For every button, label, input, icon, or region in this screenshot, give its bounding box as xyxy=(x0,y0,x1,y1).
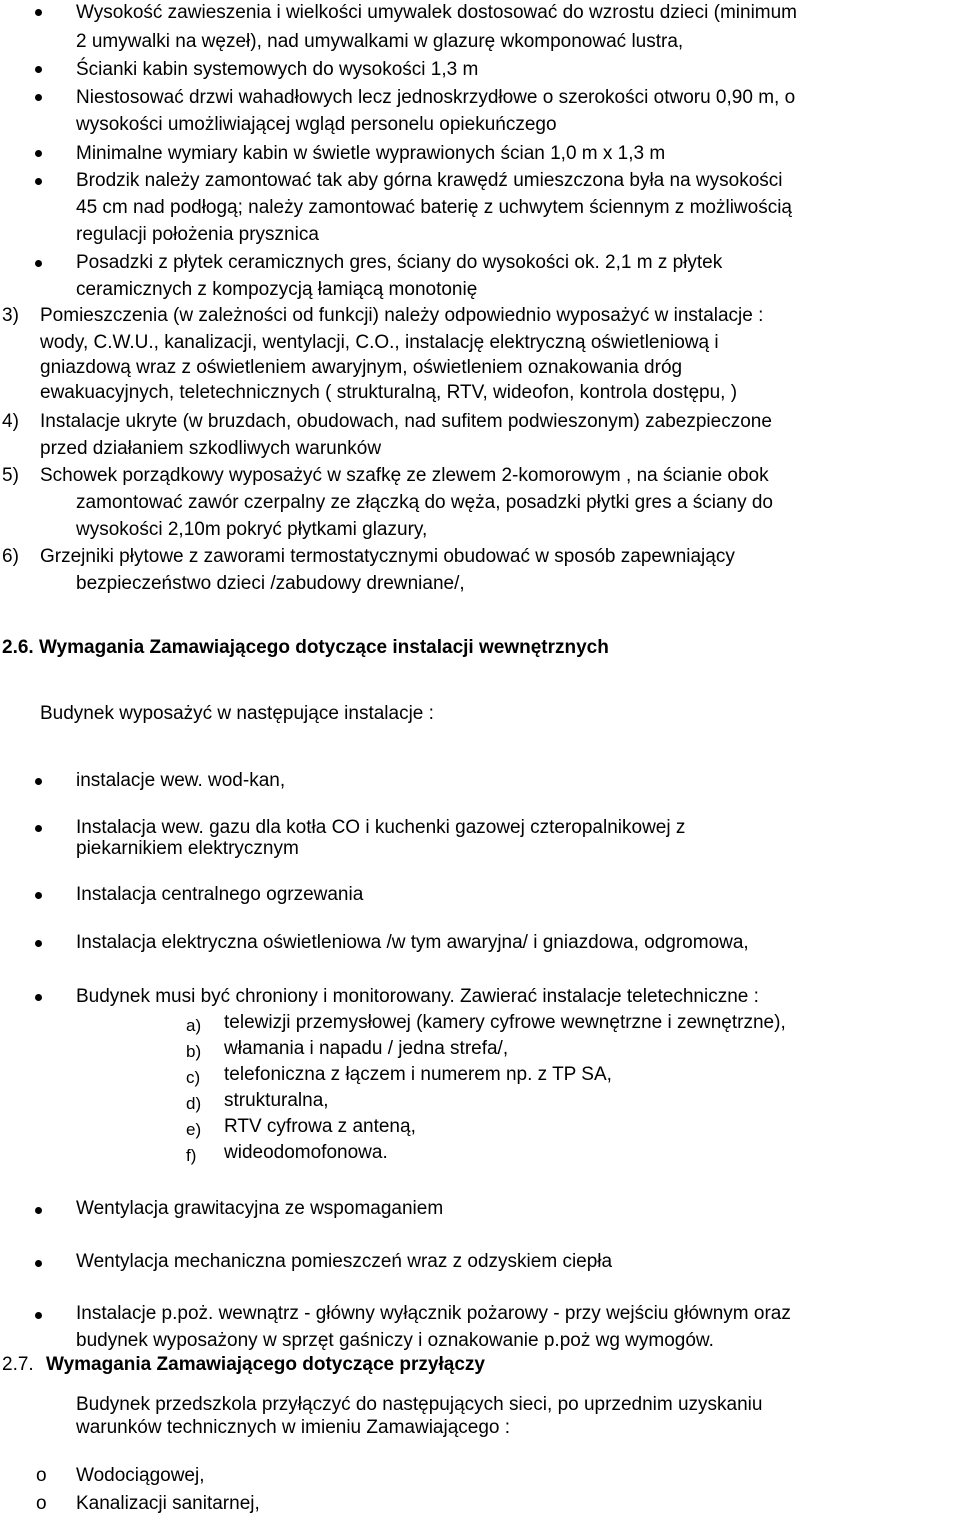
list-item-line: wody, C.W.U., kanalizacji, wentylacji, C.O., instalację elektryczną oświetleniową i xyxy=(40,332,719,353)
list-item-line: regulacji położenia prysznica xyxy=(76,224,319,245)
list-item-line: Kanalizacji sanitarnej, xyxy=(76,1493,260,1514)
circle-bullet-icon: o xyxy=(36,1493,47,1514)
list-item-line: wysokości 2,10m pokryć płytkami glazury, xyxy=(76,519,428,540)
sub-item-letter: a) xyxy=(186,1016,202,1035)
bullet-icon xyxy=(35,892,42,899)
list-number: 3) xyxy=(2,305,19,326)
list-item-line: Schowek porządkowy wyposażyć w szafkę ze zlewem 2-komorowym , na ścianie obok xyxy=(40,465,769,486)
list-item-line: ewakuacyjnych, teletechnicznych ( strukturalną, RTV, wideofon, kontrola dostępu, ) xyxy=(40,382,738,403)
bullet-icon xyxy=(35,66,42,73)
list-item-line: Instalacja wew. gazu dla kotła CO i kuchenki gazowej czteropalnikowej z xyxy=(76,817,686,838)
bullet-icon xyxy=(35,178,42,185)
list-item-line: Pomieszczenia (w zależności od funkcji) należy odpowiednio wyposażyć w instalacje : xyxy=(40,305,764,326)
section-intro: warunków technicznych w imieniu Zamawiającego : xyxy=(76,1417,511,1438)
list-item-line: Instalacja elektryczna oświetleniowa /w tym awaryjna/ i gniazdowa, odgromowa, xyxy=(76,932,749,953)
section-heading: 2.6. Wymagania Zamawiającego dotyczące instalacji wewnętrznych xyxy=(2,637,609,658)
bullet-icon xyxy=(35,94,42,101)
sub-item-text: strukturalna, xyxy=(224,1090,329,1111)
list-item-line: instalacje wew. wod-kan, xyxy=(76,770,286,791)
bullet-icon xyxy=(35,778,42,785)
list-item-line: Wentylacja grawitacyjna ze wspomaganiem xyxy=(76,1198,444,1219)
list-item-line: Budynek musi być chroniony i monitorowany. Zawierać instalacje teletechniczne : xyxy=(76,986,759,1007)
list-item-line: Wysokość zawieszenia i wielkości umywalek dostosować do wzrostu dzieci (minimum xyxy=(76,2,798,23)
list-item-line: Instalacja centralnego ogrzewania xyxy=(76,884,364,905)
sub-item-text: włamania i napadu / jedna strefa/, xyxy=(224,1038,509,1059)
list-item-line: 45 cm nad podłogą; należy zamontować baterię z uchwytem ściennym z możliwością xyxy=(76,197,792,218)
list-item-line: Ścianki kabin systemowych do wysokości 1,3 m xyxy=(76,59,479,80)
sub-item-text: telewizji przemysłowej (kamery cyfrowe wewnętrzne i zewnętrzne), xyxy=(224,1012,786,1033)
bullet-icon xyxy=(35,994,42,1001)
sub-item-text: wideodomofonowa. xyxy=(224,1142,388,1163)
bullet-icon xyxy=(35,940,42,947)
list-number: 5) xyxy=(2,465,19,486)
list-item-line: Instalacje p.poż. wewnątrz - główny wyłącznik pożarowy - przy wejściu głównym oraz xyxy=(76,1303,791,1324)
list-number: 4) xyxy=(2,411,19,432)
sub-item-letter: f) xyxy=(186,1146,197,1165)
bullet-icon xyxy=(35,260,42,267)
sub-item-letter: c) xyxy=(186,1068,201,1087)
bullet-icon xyxy=(35,825,42,832)
list-item-line: 2 umywalki na węzeł), nad umywalkami w glazurę wkomponować lustra, xyxy=(76,31,684,52)
list-item-line: Minimalne wymiary kabin w świetle wyprawionych ścian 1,0 m x 1,3 m xyxy=(76,143,666,164)
circle-bullet-icon: o xyxy=(36,1465,47,1486)
sub-item-letter: b) xyxy=(186,1042,202,1061)
list-item-line: budynek wyposażony w sprzęt gaśniczy i oznakowanie p.poż wg wymogów. xyxy=(76,1330,714,1351)
list-number: 6) xyxy=(2,546,19,567)
sub-item-text: telefoniczna z łączem i numerem np. z TP SA, xyxy=(224,1064,612,1085)
sub-item-letter: d) xyxy=(186,1094,202,1113)
list-item-line: Posadzki z płytek ceramicznych gres, ściany do wysokości ok. 2,1 m z płytek xyxy=(76,252,723,273)
bullet-icon xyxy=(35,1207,42,1214)
sub-item-letter: e) xyxy=(186,1120,202,1139)
list-item-line: wysokości umożliwiającej wgląd personelu opiekuńczego xyxy=(76,114,557,135)
list-item-line: bezpieczeństwo dzieci /zabudowy drewniane/, xyxy=(76,573,465,594)
list-item-line: gniazdową wraz z oświetleniem awaryjnym, oświetleniem oznakowania dróg xyxy=(40,357,683,378)
list-item-line: Wentylacja mechaniczna pomieszczeń wraz z odzyskiem ciepła xyxy=(76,1251,613,1272)
list-item-line: ceramicznych z kompozycją łamiącą monotonię xyxy=(76,279,478,300)
list-item-line: Niestosować drzwi wahadłowych lecz jednoskrzydłowe o szerokości otworu 0,90 m, o xyxy=(76,87,796,108)
list-item-line: Instalacje ukryte (w bruzdach, obudowach, nad sufitem podwieszonym) zabezpieczone xyxy=(40,411,772,432)
sub-item-text: RTV cyfrowa z anteną, xyxy=(224,1116,416,1137)
bullet-icon xyxy=(35,150,42,157)
list-item-line: Brodzik należy zamontować tak aby górna krawędź umieszczona była na wysokości xyxy=(76,170,783,191)
list-item-line: piekarnikiem elektrycznym xyxy=(76,838,299,859)
section-intro: Budynek wyposażyć w następujące instalacje : xyxy=(40,703,434,724)
list-item-line: Grzejniki płytowe z zaworami termostatycznymi obudować w sposób zapewniający xyxy=(40,546,735,567)
bullet-icon xyxy=(35,1260,42,1267)
list-item-line: przed działaniem szkodliwych warunków xyxy=(40,438,382,459)
section-heading: Wymagania Zamawiającego dotyczące przyłączy xyxy=(46,1354,485,1375)
section-intro: Budynek przedszkola przyłączyć do następujących sieci, po uprzednim uzyskaniu xyxy=(76,1394,763,1415)
section-number: 2.7. xyxy=(2,1354,34,1375)
bullet-icon xyxy=(35,1312,42,1319)
bullet-icon xyxy=(35,9,42,16)
list-item-line: Wodociągowej, xyxy=(76,1465,205,1486)
list-item-line: zamontować zawór czerpalny ze złączką do węża, posadzki płytki gres a ściany do xyxy=(76,492,773,513)
